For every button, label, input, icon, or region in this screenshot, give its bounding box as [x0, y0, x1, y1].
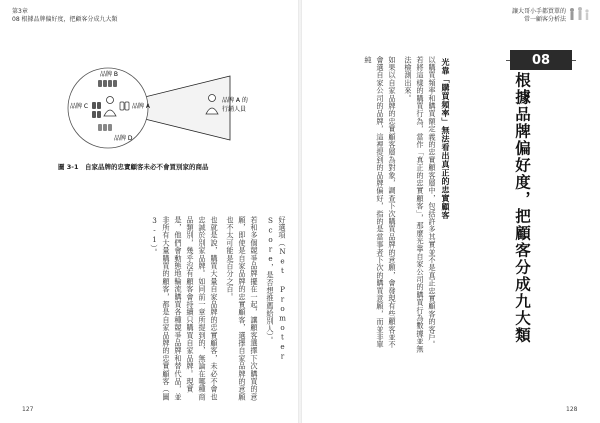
- left-body-text: [56, 216, 288, 402]
- subheading: 光靠「購買頻率」無法看出真正的忠實顧客: [441, 58, 450, 220]
- book-title-line2: 常一顧客分析法: [523, 16, 566, 23]
- section-title: 根據品牌偏好度，把顧客分成九大類: [513, 72, 531, 344]
- brand-d-label: 品牌 D: [114, 135, 133, 142]
- right-page-number: 128: [566, 406, 578, 413]
- right-running-header: [512, 8, 566, 24]
- book-title-line1: 讓大哥小手都買單的: [511, 8, 566, 15]
- right-paragraph-2: 如果以自家品牌的忠實顧客層為對象，調查下次購買品牌的意願，會發現有些顧客並不會選自家公司的品牌，這裡提到的品牌偏好，指的是當事者下次的購買意願，而並非單純: [364, 56, 397, 349]
- brand-b-label: 品牌 B: [100, 71, 119, 78]
- section-number-badge: 08: [510, 50, 572, 70]
- brand-a-label: 品牌 A: [132, 103, 151, 110]
- section-title-block: [510, 50, 572, 70]
- header-figure-icon: [566, 6, 592, 22]
- left-paragraph-1: 好選項（Net Promoter Score，是否想推薦給別人）。: [266, 216, 287, 361]
- left-paragraph-3: 也就是說，購買大量自家品牌的忠實顧客，未必不會也忠誠於別家品牌。如同前一章所提到的，無論在哪種商品類別，幾乎沒有顧客會持續只購買自家品牌。現實是，他們會動態地輪流購買各種競爭品牌和替代品，並非所有大量購買的顧客，都是自家品牌的忠實顧客（圖3-1）。: [150, 216, 219, 401]
- marketer-label-line1: 品牌 A 的: [222, 97, 248, 104]
- figure-caption: 圖 3-1 自家品牌的忠實顧客未必不會買別家的商品: [58, 163, 209, 171]
- left-page-number: 127: [22, 406, 34, 413]
- right-paragraph-1: 以購買頻率和購買額定義的忠實顧客層中，包括許多其實並不是真正忠實顧客的客戶。若將這樣的購買行為，當作「真正的忠實顧客」，那麼光靠自家公司的購買行為數據並無法檢測出來。: [404, 56, 437, 353]
- right-body-text: [318, 56, 438, 356]
- left-running-header: [12, 8, 118, 24]
- brand-loyalty-diagram: [30, 58, 280, 158]
- marketer-label-line2: 行銷人員: [222, 106, 247, 113]
- brand-d-products: [98, 124, 112, 131]
- chapter-label: 第3章: [12, 8, 28, 15]
- chapter-title: 08 根據品牌偏好度，把顧客分成九大類: [12, 16, 118, 23]
- brand-c-label: 品牌 C: [70, 103, 89, 110]
- left-paragraph-2: 若和多個競爭品牌擺在一起，讓顧客選擇下次購買的意願，即使是自家品牌的忠實顧客，選擇自家品牌的意願也不太可能是百分之百。: [226, 216, 259, 401]
